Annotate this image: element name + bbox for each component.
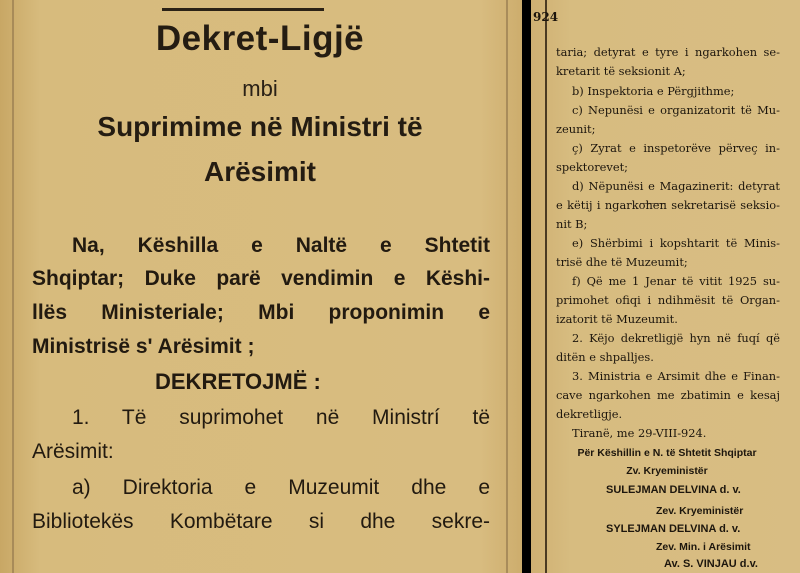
page-number: 924 xyxy=(533,10,559,24)
signature-name: SULEJMAN DELVINA d. v. xyxy=(606,484,741,496)
decree-subtitle-line: Suprimime në Ministri të xyxy=(97,111,423,142)
body-line: 2. Këjo dekretligjë hyn në fuqí që xyxy=(572,331,780,345)
decree-title: Dekret-Ligjë xyxy=(155,19,365,58)
decree-subtitle-line: Arësimit xyxy=(203,156,317,187)
body-line: a) Direktoria e Muzeumit dhe e xyxy=(72,476,490,499)
signature-name: Av. S. VINJAU d.v. xyxy=(664,558,758,570)
decree-subtitle-mbi: mbi xyxy=(242,76,278,101)
preamble-line: Ministrisë s' Arësimit ; xyxy=(32,335,255,358)
body-line: trisë dhe të Muzeumit; xyxy=(556,255,688,269)
body-line: f) Që me 1 Jenar të vitit 1925 su- xyxy=(572,274,780,288)
preamble-line: llës Ministeriale; Mbi proponimin e xyxy=(32,301,490,324)
preamble-line: Na, Këshilla e Naltë e Shtetit xyxy=(72,234,490,257)
dekretojme-heading: DEKRETOJMË : xyxy=(155,369,321,394)
right-column-rule xyxy=(545,0,547,573)
body-line: primohet ofiqi i ndihmësit të Organ- xyxy=(556,293,780,307)
body-line: nit B; xyxy=(556,217,588,231)
body-line: izatorit të Muzeumit. xyxy=(556,312,678,326)
date-line: Tiranë, me 29-VIII-924. xyxy=(572,426,707,440)
body-line: spektorevet; xyxy=(556,160,628,174)
body-line: zeunit; xyxy=(556,122,596,136)
signature-name: SYLEJMAN DELVINA d. v. xyxy=(606,523,741,535)
body-line: ditën e shpalljes. xyxy=(556,350,654,364)
body-line: kretarit të seksionit A; xyxy=(556,64,686,78)
body-line: 1. Të suprimohet në Ministrí të xyxy=(72,406,490,429)
body-line: dekretligje. xyxy=(556,407,623,421)
left-column-rule xyxy=(506,0,508,573)
body-line: 3. Ministria e Arsimit dhe e Finan- xyxy=(572,369,780,383)
body-line: e këtij i ngarkohen sekretarisë seksio- xyxy=(556,198,780,212)
signature-title: Zv. Kryeministër xyxy=(626,465,708,477)
signature-title: Zev. Kryeministër xyxy=(656,505,744,517)
body-line: ç) Zyrat e inspetorëve përveç in- xyxy=(572,141,780,155)
signature-council: Për Këshillin e N. të Shtetit Shqiptar xyxy=(577,447,757,459)
body-line: e) Shërbimi i kopshtarit të Minis- xyxy=(572,236,780,250)
body-line: c) Nepunësi e organizatorit të Mu- xyxy=(572,103,780,117)
preamble-line: Shqiptar; Duke parë vendimin e Këshi- xyxy=(32,267,490,290)
body-line: b) Inspektoria e Përgjithme; xyxy=(572,84,735,98)
body-line: d) Nëpunësi e Magazinerit: detyrat xyxy=(572,179,780,193)
signature-title: Zev. Min. i Arësimit xyxy=(656,541,751,553)
page-gutter xyxy=(522,0,531,573)
body-line: cave ngarkohen me zbatimin e kesaj xyxy=(556,388,780,402)
body-line: Arësimit: xyxy=(32,440,114,463)
body-line: Bibliotekës Kombëtare si dhe sekre- xyxy=(32,510,490,533)
title-top-rule xyxy=(162,8,324,11)
body-line: taria; detyrat e tyre i ngarkohen se- xyxy=(556,45,780,59)
